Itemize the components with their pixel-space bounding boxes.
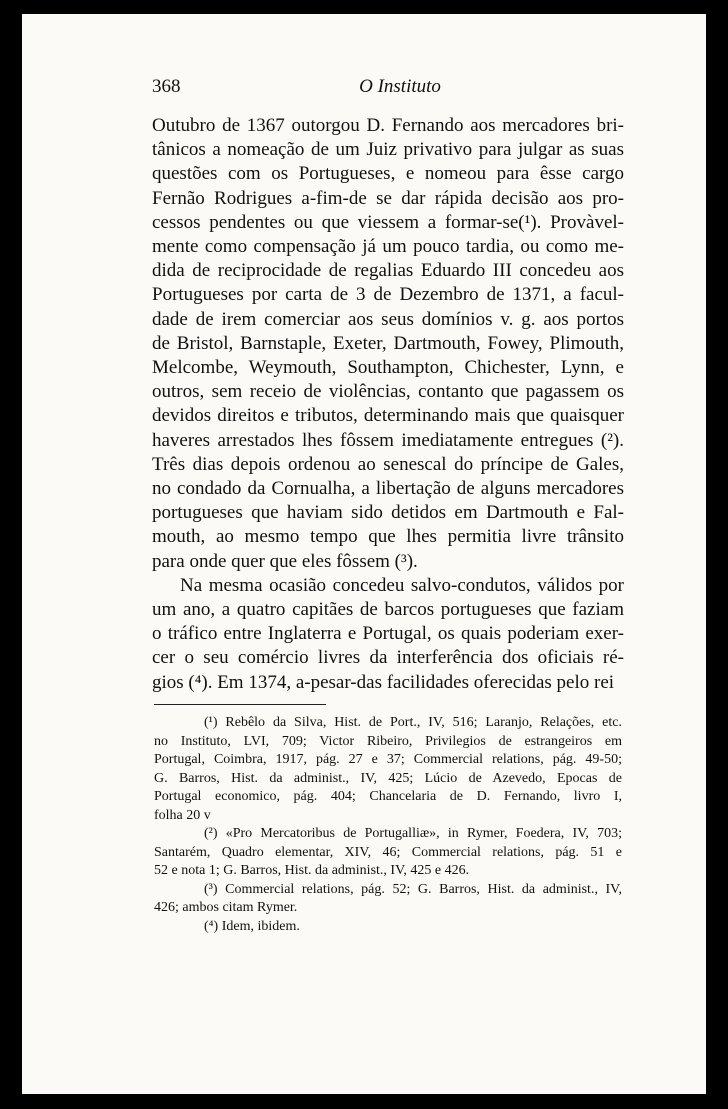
running-title: O Instituto (359, 76, 441, 97)
text-line: cer o seu comércio livres da interferência dos oficiais ré- (152, 647, 624, 669)
footnote-divider (154, 704, 326, 705)
text-line: Portugal economico, pág. 404; Chancelaria de D. Fernando, livro I, (154, 789, 622, 804)
page-header (152, 76, 648, 100)
text-line: (⁴) Idem, ibidem. (204, 918, 300, 934)
footnote (154, 714, 622, 825)
text-line: Três dias depois ordenou ao senescal do príncipe de Gales, (152, 453, 624, 475)
page-number: 368 (152, 76, 181, 97)
text-line: portugueses que haviam sido detidos em Dartmouth e Fal- (152, 502, 624, 524)
text-line: de Bristol, Barnstaple, Exeter, Dartmouth, Fowey, Plimouth, (152, 332, 624, 354)
text-line: Fernão Rodrigues a-fim-de se dar rápida decisão aos pro- (152, 187, 624, 209)
text-line: (²) «Pro Mercatoribus de Portugalliæ», in Rymer, Foedera, IV, 703; (204, 826, 622, 841)
text-line: Outubro de 1367 outorgou D. Fernando aos mercadores bri- (152, 115, 624, 136)
body-text (152, 114, 624, 695)
text-line: mouth, ao mesmo tempo que lhes permitia livre trânsito (152, 526, 624, 548)
text-line: para onde quer que eles fôssem (³). (152, 550, 418, 572)
text-line: 426; ambos citam Rymer. (154, 900, 298, 915)
text-line: 52 e nota 1; G. Barros, Hist. da administ., IV, 425 e 426. (154, 863, 470, 878)
text-line: Portugueses por carta de 3 de Dezembro de 1371, a facul- (152, 284, 624, 306)
text-line: Na mesma ocasião concedeu salvo-condutos, válidos por (180, 574, 624, 596)
text-line: dida de reciprocidade de regalias Eduardo III concedeu aos (152, 260, 624, 282)
paragraph-2 (152, 574, 624, 695)
footnotes (154, 714, 622, 936)
text-line: no condado da Cornualha, a libertação de alguns mercadores (152, 478, 624, 500)
text-line: gios (⁴). Em 1374, a-pesar-das facilidades oferecidas pelo rei (152, 671, 615, 693)
text-line: haveres arrestados lhes fôssem imediatamente entregues (²). (152, 429, 624, 451)
book-page (22, 14, 706, 1094)
text-line: mente como compensação já um pouco tardia, ou como me- (152, 236, 624, 258)
text-line: um ano, a quatro capitães de barcos portugueses que faziam (152, 599, 624, 621)
text-line: Portugal, Coimbra, 1917, pág. 27 e 37; Commercial relations, pág. 49-50; (154, 752, 622, 767)
text-line: no Instituto, LVI, 709; Victor Ribeiro, Privilegios de estrangeiros em (154, 733, 622, 749)
footnote (154, 825, 622, 881)
paragraph-1 (152, 114, 624, 574)
text-line: o tráfico entre Inglaterra e Portugal, os quais poderiam exer- (152, 623, 624, 645)
footnote (154, 918, 622, 937)
text-line: cessos pendentes ou que viessem a formar-se(¹). Provàvel- (152, 211, 624, 233)
text-line: (¹) Rebêlo da Silva, Hist. de Port., IV, 516; Laranjo, Relações, etc. (204, 715, 622, 730)
text-line: outros, sem receio de violências, contanto que pagassem os (152, 381, 624, 403)
text-line: Melcombe, Weymouth, Southampton, Chichester, Lynn, e (152, 357, 624, 379)
text-line: dade de irem comerciar aos seus domínios v. g. aos portos (152, 308, 624, 330)
footnote (154, 881, 622, 918)
text-line: devidos direitos e tributos, determinando mais que quaisquer (152, 405, 624, 427)
text-line: G. Barros, Hist. da administ., IV, 425; Lúcio de Azevedo, Epocas de (154, 770, 622, 786)
text-line: questões com os Portugueses, e nomeou para êsse cargo (152, 163, 624, 185)
text-line: Santarém, Quadro elementar, XIV, 46; Commercial relations, pág. 51 e (154, 844, 622, 860)
text-line: (³) Commercial relations, pág. 52; G. Barros, Hist. da administ., IV, (204, 881, 622, 897)
text-line: tânicos a nomeação de um Juiz privativo para julgar as suas (152, 139, 624, 161)
text-line: folha 20 v (154, 807, 211, 823)
